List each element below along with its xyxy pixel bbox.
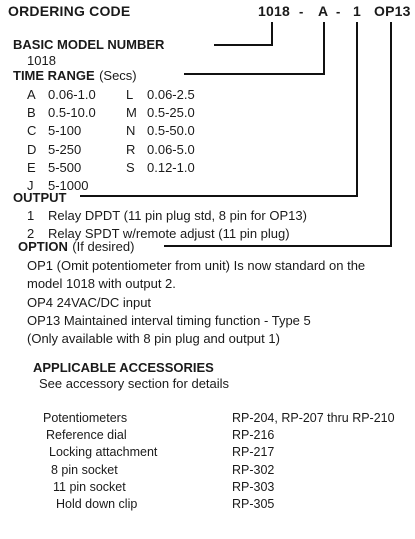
accessory-name: Hold down clip <box>56 497 138 512</box>
connector-line-time <box>323 22 325 75</box>
code-separator: - <box>299 4 304 19</box>
option-heading-row <box>18 238 134 256</box>
accessories-subtitle: See accessory section for details <box>39 376 230 391</box>
accessory-part: RP-204, RP-207 thru RP-210 <box>232 411 395 425</box>
option-heading: OPTION <box>18 239 68 254</box>
list-item: 1 Relay DPDT (11 pin plug std, 8 pin for OP13) <box>27 208 307 223</box>
connector-line-option <box>390 22 392 247</box>
list-item: N 0.5-50.0 <box>126 123 195 139</box>
list-item: D 5-250 <box>27 141 82 157</box>
connector-line-model-h <box>214 44 273 46</box>
code-time-range: A <box>318 3 329 19</box>
list-item: C 5-100 <box>27 123 82 139</box>
accessories-names <box>43 410 157 513</box>
option-lines <box>27 257 365 348</box>
time-range-right-list <box>126 86 195 177</box>
list-item: L 0.06-2.5 <box>126 87 195 102</box>
code-option: OP13 <box>374 3 411 19</box>
time-range-heading: TIME RANGE <box>13 68 95 83</box>
option-line: (Only available with 8 pin plug and output 1) <box>27 331 280 347</box>
option-line: model 1018 with output 2. <box>27 276 176 292</box>
option-line: OP1 (Omit potentiometer from unit) Is now standard on the <box>27 258 366 273</box>
time-range-unit: (Secs) <box>99 68 137 83</box>
accessory-part: RP-216 <box>232 428 275 443</box>
option-note: (If desired) <box>72 239 135 254</box>
connector-line-output-h <box>80 195 358 197</box>
basic-model-heading: BASIC MODEL NUMBER <box>13 37 165 52</box>
list-item: A 0.06-1.0 <box>27 87 96 102</box>
accessories-heading: APPLICABLE ACCESSORIES <box>33 360 214 375</box>
basic-model-value: 1018 <box>27 53 56 68</box>
accessory-part: RP-305 <box>232 497 275 512</box>
accessory-name: Reference dial <box>46 428 127 443</box>
option-line: OP13 Maintained interval timing function - Type 5 <box>27 312 311 328</box>
ordering-code-title: ORDERING CODE <box>8 3 131 19</box>
list-item: S 0.12-1.0 <box>126 159 195 175</box>
list-item: 2 Relay SPDT w/remote adjust (11 pin plug) <box>27 226 290 241</box>
list-item: E 5-500 <box>27 159 82 175</box>
accessory-name: 11 pin socket <box>53 479 126 494</box>
code-model: 1018 <box>258 3 290 19</box>
accessory-name: Locking attachment <box>49 445 158 460</box>
accessory-part: RP-302 <box>232 462 275 477</box>
code-output: 1 <box>353 3 361 19</box>
time-range-left-list <box>27 86 96 195</box>
connector-line-output <box>356 22 358 197</box>
list-item: R 0.06-5.0 <box>126 141 195 157</box>
code-separator: - <box>336 4 341 19</box>
accessory-name: 8 pin socket <box>51 462 118 477</box>
time-range-heading-row <box>13 67 137 85</box>
list-item: J 5-1000 <box>27 178 89 194</box>
accessories-parts <box>232 410 395 513</box>
connector-line-time-h <box>184 73 325 75</box>
connector-line-option-h <box>164 245 392 247</box>
output-heading: OUTPUT <box>13 190 67 205</box>
list-item: M 0.5-25.0 <box>126 105 195 121</box>
connector-line-model <box>271 22 273 46</box>
option-line: OP4 24VAC/DC input <box>27 294 152 310</box>
accessory-name: Potentiometers <box>43 411 128 425</box>
accessory-part: RP-303 <box>232 479 275 494</box>
accessory-part: RP-217 <box>232 445 275 460</box>
list-item: B 0.5-10.0 <box>27 105 96 121</box>
